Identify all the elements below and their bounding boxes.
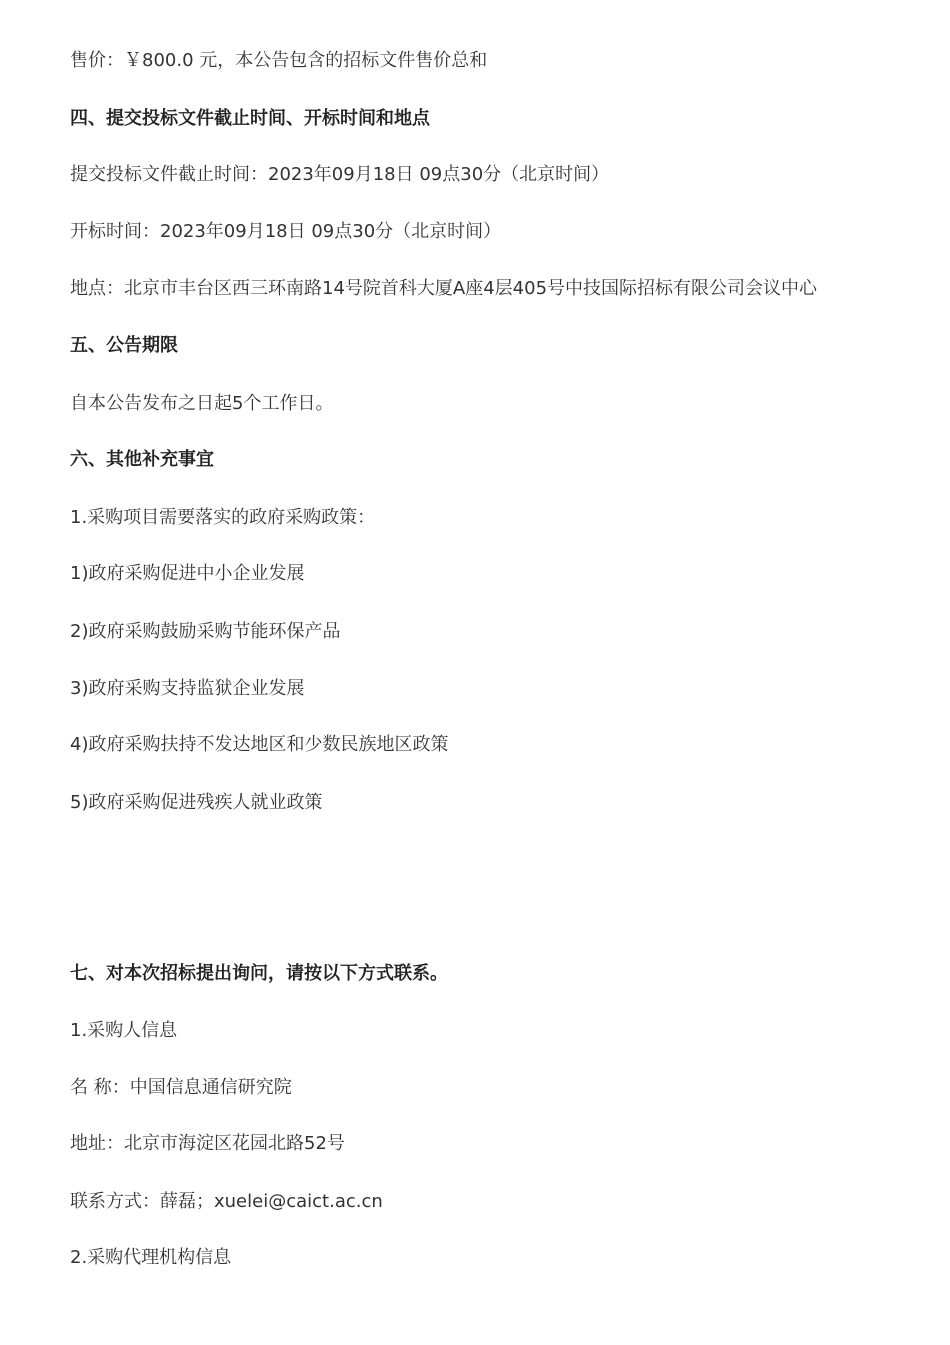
policy-item: 4)政府采购扶持不发达地区和少数民族地区政策: [70, 734, 449, 755]
policy-intro: 1.采购项目需要落实的政府采购政策：: [70, 507, 376, 528]
agency-info-title: 2.采购代理机构信息: [70, 1247, 232, 1268]
bid-location: 地点：北京市丰台区西三环南路14号院首科大厦A座4层405号中技国际招标有限公司会议中心: [70, 278, 818, 299]
policy-item: 1)政府采购促进中小企业发展: [70, 563, 305, 584]
section-5-heading: 五、公告期限: [70, 335, 178, 356]
policy-item: 3)政府采购支持监狱企业发展: [70, 678, 305, 699]
purchaser-contact: 联系方式：薛磊；xuelei@caict.ac.cn: [70, 1191, 383, 1212]
price-line: 售价：￥800.0 元，本公告包含的招标文件售价总和: [70, 50, 488, 71]
policy-item: 2)政府采购鼓励采购节能环保产品: [70, 621, 341, 642]
purchaser-info-title: 1.采购人信息: [70, 1020, 178, 1041]
purchaser-name: 名 称：中国信息通信研究院: [70, 1077, 292, 1098]
section-6-heading: 六、其他补充事宜: [70, 449, 214, 470]
policy-item: 5)政府采购促进残疾人就业政策: [70, 792, 323, 813]
purchaser-address: 地址：北京市海淀区花园北路52号: [70, 1133, 345, 1154]
bid-opening-time: 开标时间：2023年09月18日 09点30分（北京时间）: [70, 221, 502, 242]
bid-deadline: 提交投标文件截止时间：2023年09月18日 09点30分（北京时间）: [70, 164, 610, 185]
announcement-period: 自本公告发布之日起5个工作日。: [70, 393, 334, 414]
section-4-heading: 四、提交投标文件截止时间、开标时间和地点: [70, 108, 430, 129]
section-7-heading: 七、对本次招标提出询问，请按以下方式联系。: [70, 963, 448, 984]
